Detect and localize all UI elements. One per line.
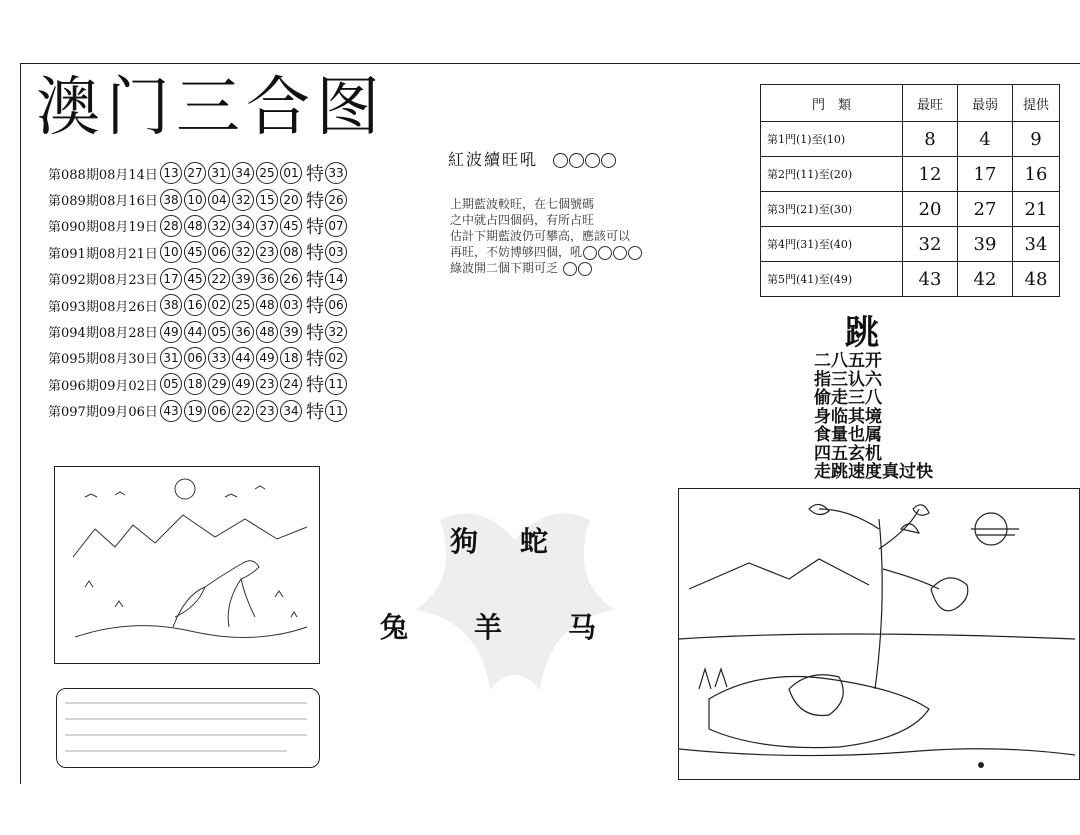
jump-line: 指三认六 [814, 369, 882, 390]
number-ball: 34 [232, 162, 254, 184]
number-ball: 03 [280, 294, 302, 316]
special-ball: 06 [325, 294, 347, 316]
horse-sketch-drawing [55, 467, 319, 663]
stats-value: 43 [903, 262, 958, 297]
zodiac-snake: 蛇 [520, 525, 549, 558]
note-box-texture [57, 689, 319, 767]
verse-line: 估計下期藍波仍可攀高，應該可以 [450, 229, 631, 243]
draw-row [48, 160, 349, 186]
number-ball: 38 [160, 294, 182, 316]
header-provide: 提供 [1013, 85, 1060, 122]
special-ball: 02 [325, 347, 347, 369]
number-ball: 05 [208, 321, 230, 343]
draw-row [48, 186, 349, 212]
zodiac-rabbit: 兔 [380, 611, 409, 644]
draw-row [48, 398, 349, 424]
number-ball: 06 [184, 347, 206, 369]
draw-row [48, 371, 349, 397]
number-ball: 24 [280, 373, 302, 395]
number-ball: 20 [280, 189, 302, 211]
draw-period: 第097期09月06日 [48, 405, 158, 421]
number-ball: 06 [208, 400, 230, 422]
number-ball: 37 [256, 215, 278, 237]
number-ball: 23 [256, 400, 278, 422]
draw-results [48, 160, 349, 424]
stats-row-label: 第1門(1)至(10) [761, 122, 903, 157]
special-ball: 14 [325, 268, 347, 290]
number-ball: 49 [232, 373, 254, 395]
stats-row [761, 192, 1060, 227]
note-box [56, 688, 320, 768]
draw-period: 第089期08月16日 [48, 194, 158, 210]
number-ball: 38 [160, 189, 182, 211]
number-ball: 43 [160, 400, 182, 422]
number-ball: 19 [184, 400, 206, 422]
number-ball: 02 [208, 294, 230, 316]
stats-value: 16 [1013, 157, 1060, 192]
verse-line [450, 244, 642, 260]
stats-value: 4 [958, 122, 1013, 157]
number-ball: 25 [232, 294, 254, 316]
special-ball: 03 [325, 241, 347, 263]
number-ball: 48 [256, 321, 278, 343]
special-ball: 26 [325, 189, 347, 211]
bird-branch-frog-drawing [679, 489, 1079, 779]
watermark-shape [400, 500, 630, 700]
stats-value: 32 [903, 227, 958, 262]
number-ball: 44 [184, 321, 206, 343]
zodiac-horse: 马 [568, 611, 597, 644]
stats-header-row [761, 85, 1060, 122]
stats-row-label: 第4門(31)至(40) [761, 227, 903, 262]
circle-icon [569, 153, 584, 168]
stats-value: 39 [958, 227, 1013, 262]
number-ball: 01 [280, 162, 302, 184]
special-ball: 11 [325, 400, 347, 422]
number-ball: 39 [232, 268, 254, 290]
jump-line: 四五玄机 [814, 443, 882, 464]
number-ball: 06 [208, 241, 230, 263]
jump-poem [814, 352, 933, 482]
number-ball: 33 [208, 347, 230, 369]
number-ball: 49 [160, 321, 182, 343]
stats-value: 17 [958, 157, 1013, 192]
number-ball: 34 [232, 215, 254, 237]
circle-icon [553, 153, 568, 168]
circle-icon [583, 246, 597, 260]
circle-icon [563, 262, 577, 276]
number-ball: 04 [208, 189, 230, 211]
jump-title: 跳 [845, 313, 879, 353]
stats-value: 21 [1013, 192, 1060, 227]
circle-icon [598, 246, 612, 260]
number-ball: 13 [160, 162, 182, 184]
number-ball: 48 [256, 294, 278, 316]
circle-icon [613, 246, 627, 260]
special-ball: 07 [325, 215, 347, 237]
number-ball: 27 [184, 162, 206, 184]
special-label: 特 [306, 401, 324, 423]
special-label: 特 [306, 269, 324, 291]
stats-row [761, 157, 1060, 192]
draw-row [48, 266, 349, 292]
stats-table [760, 84, 1060, 297]
number-ball: 18 [280, 347, 302, 369]
stats-row-label: 第5門(41)至(49) [761, 262, 903, 297]
special-label: 特 [306, 164, 324, 186]
special-label: 特 [306, 322, 324, 344]
verse-line-text: 再旺，不妨博够四個，吼 [450, 245, 583, 259]
jump-line: 二八五开 [814, 351, 882, 371]
number-ball: 36 [232, 321, 254, 343]
number-ball: 49 [256, 347, 278, 369]
special-ball: 32 [325, 321, 347, 343]
number-ball: 10 [184, 189, 206, 211]
draw-row [48, 318, 349, 344]
number-ball: 25 [256, 162, 278, 184]
number-ball: 10 [160, 241, 182, 263]
number-ball: 26 [280, 268, 302, 290]
poem-heading-text: 紅波續旺吼 [448, 150, 539, 169]
number-ball: 29 [208, 373, 230, 395]
number-ball: 45 [280, 215, 302, 237]
special-ball: 11 [325, 373, 347, 395]
stats-value: 20 [903, 192, 958, 227]
number-ball: 45 [184, 268, 206, 290]
stats-value: 42 [958, 262, 1013, 297]
stats-row-label: 第3門(21)至(30) [761, 192, 903, 227]
number-ball: 23 [256, 373, 278, 395]
jump-line: 走跳速度真过快 [814, 462, 933, 482]
draw-period: 第088期08月14日 [48, 167, 158, 183]
special-label: 特 [306, 216, 324, 238]
stats-value: 48 [1013, 262, 1060, 297]
jump-line: 身临其境 [814, 406, 882, 427]
number-ball: 16 [184, 294, 206, 316]
draw-period: 第091期08月21日 [48, 246, 158, 262]
number-ball: 48 [184, 215, 206, 237]
stats-row [761, 262, 1060, 297]
special-label: 特 [306, 348, 324, 370]
special-ball: 33 [325, 162, 347, 184]
circle-icon [628, 246, 642, 260]
header-hot: 最旺 [903, 85, 958, 122]
number-ball: 15 [256, 189, 278, 211]
draw-row [48, 239, 349, 265]
bird-branch-frog-sketch [678, 488, 1080, 780]
number-ball: 45 [184, 241, 206, 263]
number-ball: 31 [160, 347, 182, 369]
special-label: 特 [306, 190, 324, 212]
verse-line-text: 綠波開二個下期可乏 [450, 261, 559, 275]
circle-icon [578, 262, 592, 276]
verse-line: 之中就占四個码，有所占旺 [450, 213, 595, 227]
draw-period: 第094期08月28日 [48, 326, 158, 342]
stats-value: 8 [903, 122, 958, 157]
stats-row [761, 227, 1060, 262]
number-ball: 17 [160, 268, 182, 290]
draw-row [48, 345, 349, 371]
page-title: 澳门三合图 [36, 71, 386, 145]
special-label: 特 [306, 243, 324, 265]
draw-period: 第095期08月30日 [48, 352, 158, 368]
header-cold: 最弱 [958, 85, 1013, 122]
poem-verse [450, 196, 642, 276]
draw-period: 第096期09月02日 [48, 378, 158, 394]
stats-row [761, 122, 1060, 157]
number-ball: 44 [232, 347, 254, 369]
circle-icon [601, 153, 616, 168]
number-ball: 28 [160, 215, 182, 237]
verse-line [450, 260, 642, 276]
zodiac-goat: 羊 [474, 611, 503, 644]
number-ball: 32 [232, 189, 254, 211]
draw-period: 第090期08月19日 [48, 220, 158, 236]
stats-value: 12 [903, 157, 958, 192]
number-ball: 31 [208, 162, 230, 184]
number-ball: 36 [256, 268, 278, 290]
stats-row-label: 第2門(11)至(20) [761, 157, 903, 192]
draw-row [48, 213, 349, 239]
stats-value: 9 [1013, 122, 1060, 157]
special-label: 特 [306, 296, 324, 318]
stats-value: 34 [1013, 227, 1060, 262]
number-ball: 22 [232, 400, 254, 422]
empty-circles [553, 153, 617, 168]
zodiac-dog: 狗 [450, 525, 479, 558]
number-ball: 39 [280, 321, 302, 343]
number-ball: 32 [208, 215, 230, 237]
draw-row [48, 292, 349, 318]
circle-icon [585, 153, 600, 168]
jump-line: 食量也属 [814, 425, 882, 445]
number-ball: 23 [256, 241, 278, 263]
number-ball: 34 [280, 400, 302, 422]
header-category: 門 類 [761, 85, 903, 122]
number-ball: 05 [160, 373, 182, 395]
horse-sketch [54, 466, 320, 664]
number-ball: 32 [232, 241, 254, 263]
number-ball: 08 [280, 241, 302, 263]
draw-period: 第093期08月26日 [48, 299, 158, 315]
draw-period: 第092期08月23日 [48, 273, 158, 289]
poem-heading [448, 147, 617, 170]
jump-line: 偷走三八 [814, 388, 882, 408]
number-ball: 22 [208, 268, 230, 290]
stats-value: 27 [958, 192, 1013, 227]
verse-line: 上期藍波較旺，在七個號碼 [450, 197, 595, 211]
special-label: 特 [306, 375, 324, 397]
number-ball: 18 [184, 373, 206, 395]
